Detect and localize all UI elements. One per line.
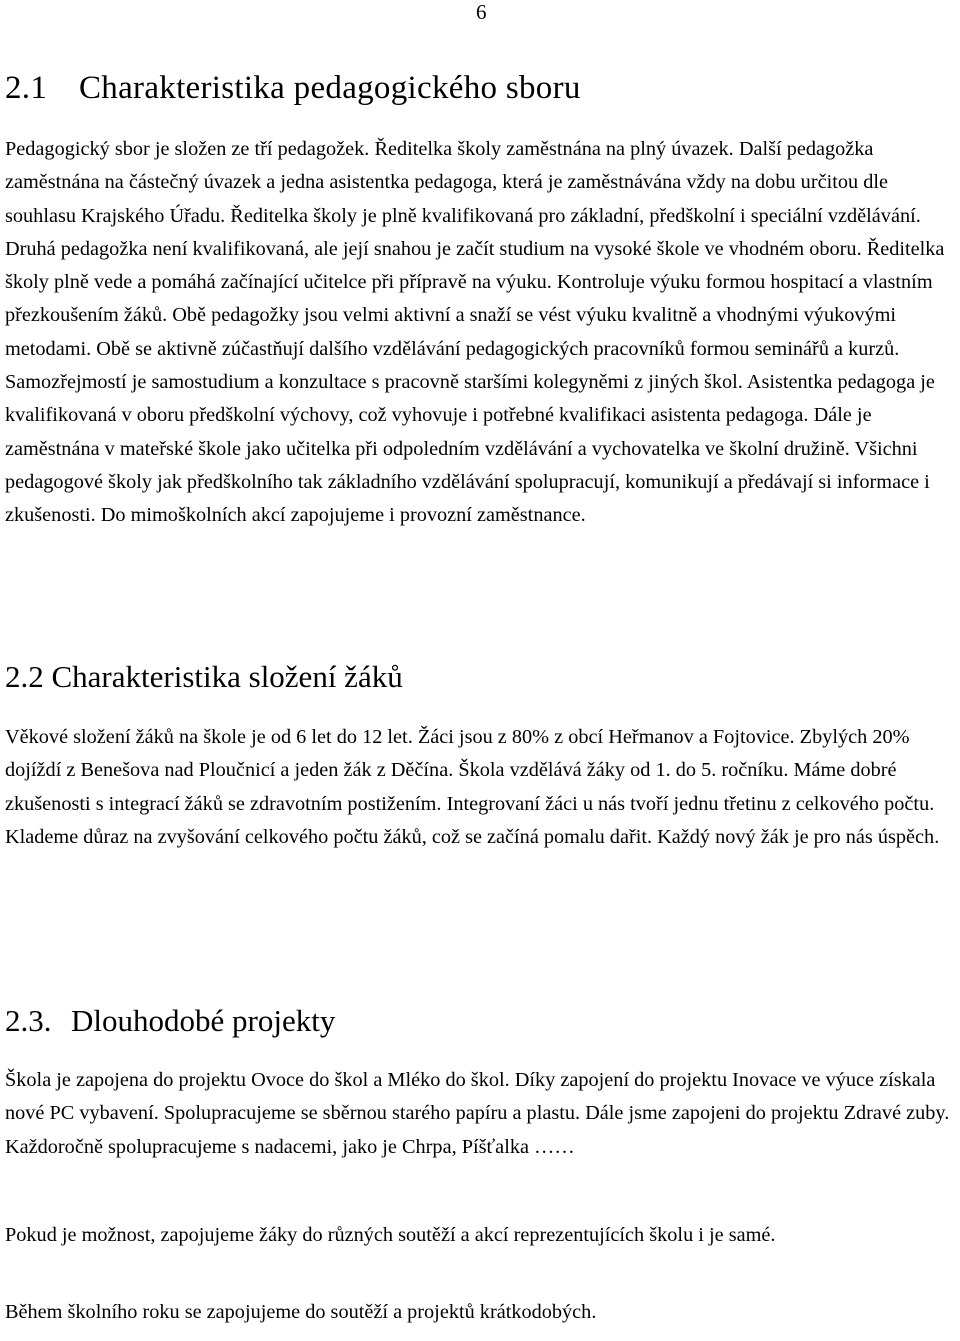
section-number: 2.2 (5, 659, 44, 694)
section-2-1-paragraph: Pedagogický sbor je složen ze tří pedagožek. Ředitelka školy zaměstnána na plný úvazek. Další pedagožka zaměstnána na částečný úvazek a jedna asistentka pedagoga, která je zaměstnávána vždy na dobu určitou dle souhlasu Krajského Úřadu. Ředitelka školy je plně kvalifikovaná pro základní, předškolní i speciální vzdělávání. Druhá pedagožka není kvalifikovaná, ale její snahou je začít studium na vysoké škole ve vhodném oboru. Ředitelka školy plně vede a pomáhá začínající učitelce při přípravě na výuku. Kontroluje výuku formou hospitací a vlastním přezkoušením žáků. Obě pedagožky jsou velmi aktivní a snaží se vést výuku kvalitně a vhodnými výukovými metodami. Obě se aktivně zúčastňují dalšího vzdělávání pedagogických pracovníků formou seminářů a kurzů. Samozřejmostí je samostudium a konzultace s pracovně staršími kolegyněmi z jiných škol. Asistentka pedagoga je kvalifikovaná v oboru předškolní výchovy, což vyhovuje i potřebné kvalifikaci asistenta pedagoga. Dále je zaměstnána v mateřské škole jako učitelka při odpoledním vzdělávání a vychovatelka ve školní družině. Všichni pedagogové školy jak předškolního tak základního vzdělávání spolupracují, komunikují a předávají si informace i zkušenosti. Do mimoškolních akcí zapojujeme i provozní zaměstnance. (5, 138, 945, 527)
section-title: Dlouhodobé projekty (71, 1003, 336, 1038)
section-2-2-paragraph: Věkové složení žáků na škole je od 6 let do 12 let. Žáci jsou z 80% z obcí Heřmanov a Fojtovice. Zbylých 20% dojíždí z Benešova nad Ploučnicí a jeden žák z Děčína. Škola vzdělává žáky od 1. do 5. ročníku. Máme dobré zkušenosti s integrací žáků se zdravotním postižením. Integrovaní žáci u nás tvoří jednu třetinu z celkového počtu. Klademe důraz na zvyšování celkového počtu žáků, což se začíná pomalu dařit. Každý nový žák je pro nás úspěch. (5, 726, 940, 848)
section-heading-2-3 (5, 997, 335, 1045)
section-2-3-paragraph-1: Škola je zapojena do projektu Ovoce do škol a Mléko do škol. Díky zapojení do projektu Inovace ve výuce získala nové PC vybavení. Spolupracujeme se sběrnou starého papíru a plastu. Dále jsme zapojeni do projektu Zdravé zuby. Každoročně spolupracujeme s nadacemi, jako je Chrpa, Píšťalka …… (5, 1069, 950, 1158)
section-title: Charakteristika složení žáků (51, 659, 403, 694)
section-number: 2.3. (5, 1003, 52, 1038)
section-2-3-paragraph-3: Během školního roku se zapojujeme do soutěží a projektů krátkodobých. (5, 1301, 597, 1323)
section-number: 2.1 (5, 70, 48, 106)
section-heading-2-1 (5, 66, 581, 110)
section-2-3-paragraph-2: Pokud je možnost, zapojujeme žáky do různých soutěží a akcí reprezentujících školu i je samé. (5, 1224, 776, 1246)
page-number: 6 (476, 0, 487, 24)
section-heading-2-2 (5, 655, 403, 699)
section-title: Charakteristika pedagogického sboru (79, 70, 581, 106)
